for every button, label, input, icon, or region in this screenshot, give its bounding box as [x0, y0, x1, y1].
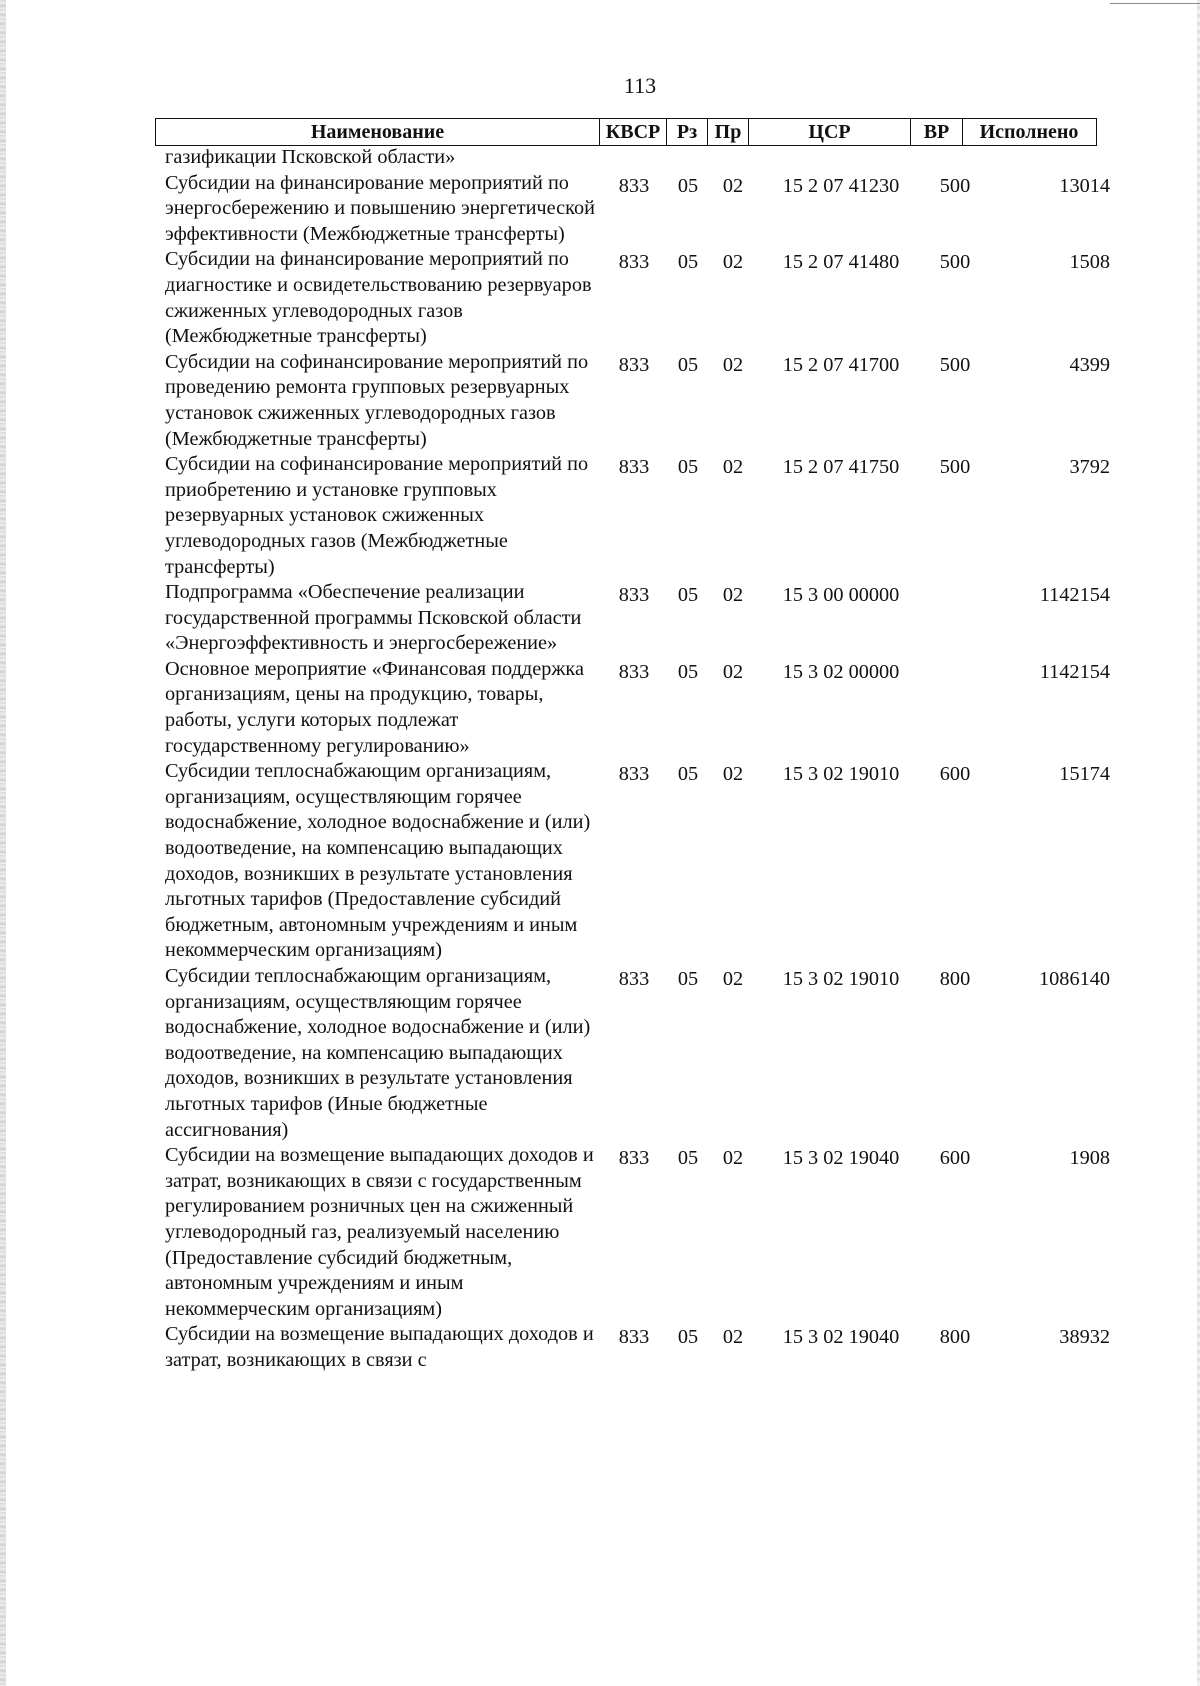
header-pr: Пр — [708, 119, 749, 145]
row-name: Подпрограмма «Обеспечение реализации государственной программы Псковской области «Энергоэффективность и энергосбережение» — [165, 581, 582, 655]
cell-isp: 1508 — [1069, 251, 1110, 274]
row-name: Субсидии на возмещение выпадающих доходов и затрат, возникающих в связи с государственным регулированием розничных цен на сжиженный углеводородный газ, реализуемый населению (Предоставление субсидий бюджетным, автономным учреждениям и иным некоммерческим организациям) — [165, 1144, 594, 1320]
cell-csr: 15 3 00 00000 — [782, 584, 900, 607]
cell-rz: 05 — [677, 763, 699, 786]
cell-kvsr: 833 — [618, 968, 650, 990]
row-name: Субсидии теплоснабжающим организациям, организациям, осуществляющим горячее водоснабжение, холодное водоснабжение и (или) водоотведение, на компенсацию выпадающих доходов, возникших в результате установления льготных тарифов (Иные бюджетные ассигнования) — [165, 965, 591, 1141]
cell-rz: 05 — [677, 584, 699, 607]
header-name: Наименование — [156, 119, 600, 145]
cell-vr: 500 — [939, 353, 971, 376]
scan-top-line — [1110, 3, 1200, 4]
cell-rz: 05 — [677, 456, 699, 479]
cell-isp: 1142154 — [1039, 660, 1110, 683]
cell-vr: 500 — [939, 174, 971, 197]
cell-csr: 15 3 02 19010 — [782, 968, 900, 990]
continuation-row — [0, 145, 1200, 171]
table-row — [0, 580, 1200, 657]
cell-csr: 15 2 07 41750 — [782, 456, 900, 479]
row-name: Субсидии на софинансирование мероприятий по проведению ремонта групповых резервуарных установок сжиженных углеводородных газов (Межбюджетные трансферты) — [165, 350, 589, 450]
cell-isp: 38932 — [1059, 1326, 1110, 1349]
row-name: Субсидии на софинансирование мероприятий по приобретению и установке групповых резервуарных установок сжиженных углеводородных газов (Межбюджетные трансферты) — [165, 453, 589, 578]
rows-container — [0, 171, 1200, 1374]
cell-rz: 05 — [677, 660, 699, 683]
header-kvsr: КВСР — [600, 119, 667, 145]
cell-isp: 15174 — [1059, 763, 1110, 786]
cell-kvsr: 833 — [618, 353, 650, 376]
cell-csr: 15 2 07 41480 — [782, 251, 900, 274]
cell-pr: 02 — [722, 1326, 744, 1349]
header-rz: Рз — [667, 119, 708, 145]
cell-kvsr: 833 — [618, 763, 650, 786]
table-row — [0, 171, 1200, 248]
cell-csr: 15 3 02 19040 — [782, 1147, 900, 1170]
cell-kvsr: 833 — [618, 1326, 650, 1349]
continuation-text: газификации Псковской области» — [165, 146, 456, 168]
cell-vr: 600 — [939, 763, 971, 786]
table-row — [0, 452, 1200, 580]
table-row — [0, 247, 1200, 349]
cell-csr: 15 2 07 41700 — [782, 353, 900, 376]
cell-rz: 05 — [677, 353, 699, 376]
row-name: Субсидии на финансирование мероприятий по диагностике и освидетельствованию резервуаров сжиженных углеводородных газов (Межбюджетные трансферты) — [165, 248, 592, 348]
cell-csr: 15 3 02 19010 — [782, 763, 900, 786]
cell-isp: 1908 — [1069, 1147, 1110, 1170]
cell-pr: 02 — [722, 968, 744, 990]
cell-csr: 15 3 02 00000 — [782, 660, 900, 683]
cell-kvsr: 833 — [618, 584, 650, 607]
table-row — [0, 759, 1200, 964]
cell-pr: 02 — [722, 763, 744, 786]
table-row — [0, 1322, 1200, 1373]
cell-vr: 800 — [939, 1326, 971, 1349]
row-name: Субсидии на возмещение выпадающих доходов и затрат, возникающих в связи с — [165, 1323, 594, 1371]
table-row — [0, 1143, 1200, 1322]
table-row — [0, 657, 1200, 759]
row-name: Основное мероприятие «Финансовая поддержка организациям, цены на продукцию, товары, работы, услуги которых подлежат государственному регулированию» — [165, 657, 584, 757]
cell-csr: 15 3 02 19040 — [782, 1326, 900, 1349]
cell-pr: 02 — [722, 456, 744, 479]
cell-vr: 500 — [939, 456, 971, 479]
header-vr: ВР — [911, 119, 963, 145]
cell-pr: 02 — [722, 353, 744, 376]
cell-pr: 02 — [722, 660, 744, 683]
cell-pr: 02 — [722, 251, 744, 274]
table-row — [0, 350, 1200, 452]
cell-isp: 1142154 — [1039, 584, 1110, 607]
cell-kvsr: 833 — [618, 251, 650, 274]
page-number: 113 — [623, 73, 657, 98]
cell-csr: 15 2 07 41230 — [782, 174, 900, 197]
cell-kvsr: 833 — [618, 660, 650, 683]
cell-pr: 02 — [722, 174, 744, 197]
cell-isp: 1086140 — [1039, 968, 1110, 990]
row-name: Субсидии теплоснабжающим организациям, организациям, осуществляющим горячее водоснабжение, холодное водоснабжение и (или) водоотведение, на компенсацию выпадающих доходов, возникших в результате установления льготных тарифов (Предоставление субсидий бюджетным, автономным учреждениям и иным некоммерческим организациям) — [165, 760, 591, 962]
cell-vr: 600 — [939, 1147, 971, 1170]
table-row — [0, 964, 1200, 1143]
cell-kvsr: 833 — [618, 174, 650, 197]
cell-rz: 05 — [677, 968, 699, 990]
cell-isp: 3792 — [1069, 456, 1110, 479]
row-name: Субсидии на финансирование мероприятий по энергосбережению и повышению энергетической эффективности (Межбюджетные трансферты) — [165, 171, 595, 245]
header-csr: ЦСР — [749, 119, 911, 145]
cell-kvsr: 833 — [618, 1147, 650, 1170]
cell-pr: 02 — [722, 1147, 744, 1170]
cell-pr: 02 — [722, 584, 744, 607]
cell-rz: 05 — [677, 1147, 699, 1170]
cell-vr: 800 — [939, 968, 971, 990]
cell-isp: 4399 — [1069, 353, 1110, 376]
cell-isp: 13014 — [1059, 174, 1110, 197]
cell-rz: 05 — [677, 251, 699, 274]
cell-rz: 05 — [677, 174, 699, 197]
table-header — [155, 118, 1097, 146]
table-body — [0, 145, 1200, 1374]
cell-kvsr: 833 — [618, 456, 650, 479]
header-isp: Исполнено — [979, 121, 1079, 143]
cell-rz: 05 — [677, 1326, 699, 1349]
cell-vr: 500 — [939, 251, 971, 274]
